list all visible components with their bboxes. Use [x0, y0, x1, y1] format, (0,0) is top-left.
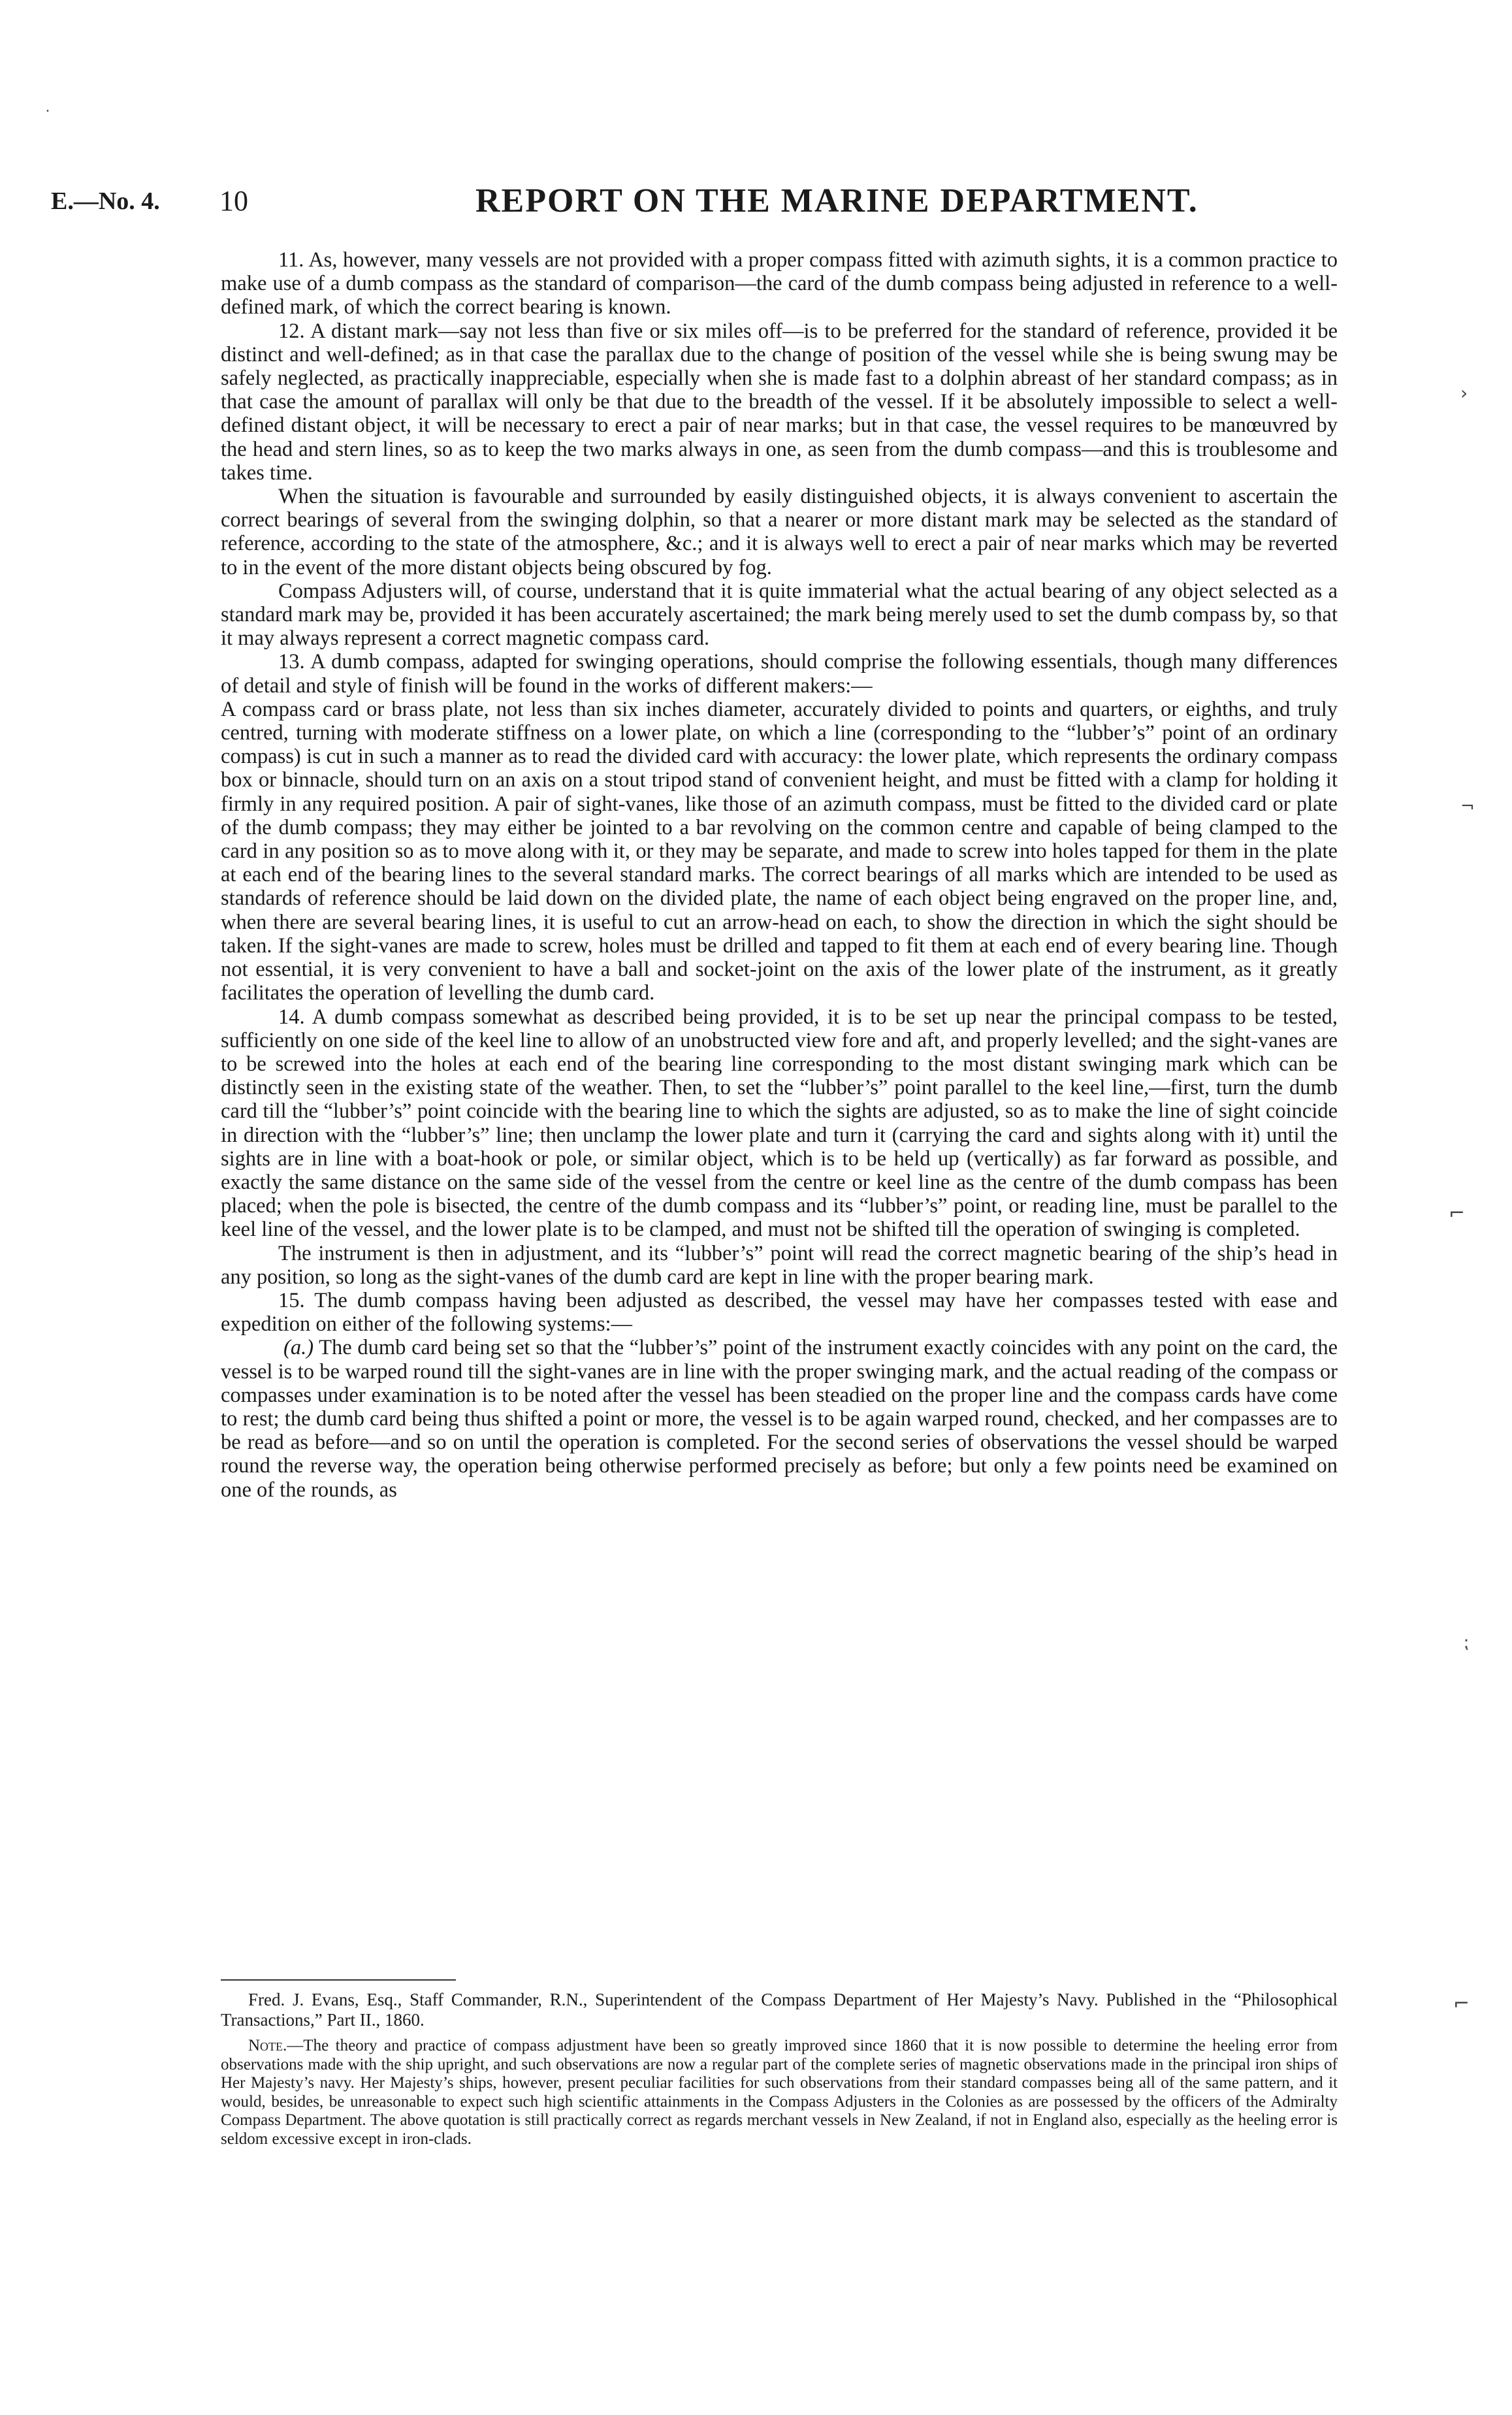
page-title: REPORT ON THE MARINE DEPARTMENT. [475, 182, 1198, 219]
footnote-source: Fred. J. Evans, Esq., Staff Commander, R.N., Superintendent of the Compass Department of Her Majesty’s Navy. Published in the “Philosophical Transactions,” Part II., 1860. [221, 1990, 1338, 2030]
scan-speck-mark: • [46, 108, 50, 115]
paragraph-14: 14. A dumb compass somewhat as described being provided, it is to be set up near the principal compass to be tested, sufficiently on one side of the keel line to allow of an unobstructed view fore and aft, and properly levelled; and the sight-vanes are to be screwed into the holes at each end of the bearing line corresponding to the most distant swinging mark which can be distinctly seen in the existing state of the weather. Then, to set the “lubber’s” point parallel to the keel line,—first, turn the dumb card till the “lubber’s” point coincide with the bearing line to which the sights are adjusted, so as to make the line of sight coincide in direction with the “lubber’s” line; then unclamp the lower plate and turn it (carrying the card and sights along with it) until the sights are in line with a boat-hook or pole, or similar object, which is to be held up (vertically) as far forward as possible, and exactly the same distance on the same side of the vessel from the centre or keel line as the centre of the dumb compass has been placed; when the pole is bisected, the centre of the dumb compass and its “lubber’s” point, or reading line, must be parallel to the keel line of the vessel, and the lower plate is to be clamped, and must not be shifted till the operation of swinging is completed. [221, 1005, 1338, 1242]
paragraph-11: 11. As, however, many vessels are not provided with a proper compass fitted with azimuth sights, it is a common practice to make use of a dumb compass as the standard of comparison—the card of the dumb compass being adjusted in reference to a well-defined mark, of which the correct bearing is known. [221, 248, 1338, 319]
paragraph-compass-card: A compass card or brass plate, not less than six inches diameter, accurately divided to points and quarters, or eighths, and truly centred, turning with moderate stiffness on a lower plate, on which a line (corresponding to the “lubber’s” point of an ordinary compass) is cut in such a manner as to read the divided card with accuracy: the lower plate, which represents the ordinary compass box or binnacle, should turn on an axis on a stout tripod stand of convenient height, and must be fitted with a clamp for holding it firmly in any required position. A pair of sight-vanes, like those of an azimuth compass, must be fitted to the divided card or plate of the dumb compass; they may either be jointed to a bar revolving on the common centre and capable of being clamped to the card in any position so as to move along with it, or they may be separate, and made to screw into holes tapped for them in the plate at each end of the bearing lines to the several standard marks. The correct bearings of all marks which are intended to be used as standards of reference should be laid down on the divided plate, the name of each object being engraved on the proper line, and, when there are several bearing lines, it is useful to cut an arrow-head on each, to show the direction in which the sight should be taken. If the sight-vanes are made to screw, holes must be drilled and tapped to fit them at each end of every bearing line. Though not essential, it is very convenient to have a ball and socket-joint on the axis of the lower plate of the instrument, as it greatly facilitates the operation of levelling the dumb card. [221, 697, 1338, 1005]
margin-mark: ⌐ [1449, 1202, 1466, 1225]
paragraph-12: 12. A distant mark—say not less than five or six miles off—is to be preferred for the standard of reference, provided it be distinct and well-defined; as in that case the parallax due to the change of position of the vessel while she is being swung may be safely neglected, as practically inappreciable, especially when she is made fast to a dolphin abreast of her standard compass; as in that case the amount of parallax will only be that due to the breadth of the vessel. If it be absolutely impossible to select a well-defined distant object, it will be necessary to erect a pair of near marks; but in that case, the vessel requires to be manœuvred by the head and stern lines, so as to keep the two marks always in one, as seen from the dumb compass—and this is troublesome and takes time. [221, 319, 1338, 485]
footnote-note [221, 2037, 1338, 2148]
margin-mark: › [1460, 382, 1468, 404]
list-marker: (a.) [283, 1336, 314, 1360]
paragraph-adjusters: Compass Adjusters will, of course, understand that it is quite immaterial what the actual bearing of any object selected as a standard mark may be, provided it has been accurately ascertained; the mark being merely used to set the dumb compass by, so that it may always represent a correct magnetic compass card. [221, 579, 1338, 651]
paragraph-13: 13. A dumb compass, adapted for swinging operations, should comprise the following essentials, though many differences of detail and style of finish will be found in the works of different makers:— [221, 650, 1338, 698]
document-reference: E.—No. 4. [51, 187, 160, 215]
paragraph-15: 15. The dumb compass having been adjusted as described, the vessel may have her compasses tested with ease and expedition on either of the following systems:— [221, 1288, 1338, 1337]
footnote-divider [221, 1979, 456, 1981]
page-number: 10 [219, 185, 248, 217]
margin-mark: ¬ [1460, 797, 1475, 817]
paragraph-15a [221, 1336, 1338, 1501]
note-label: Note. [248, 2037, 287, 2054]
paragraph-15a-text: The dumb card being set so that the “lubber’s” point of the instrument exactly coincides with any point on the card, the vessel is to be warped round till the sight-vanes are in line with the proper swinging mark, and the actual reading of the compass or compasses under examination is to be noted after the vessel has been steadied on the proper line and the compass cards have come to rest; the dumb card being thus shifted a point or more, the vessel is to be again warped round, checked, and her compasses are to be read as before—and so on until the operation is completed. For the second series of observations the vessel should be warped round the reverse way, the operation being otherwise performed precisely as before; but only a few points need be examined on one of the rounds, as [221, 1336, 1338, 1502]
margin-mark: ⁏ [1463, 1633, 1469, 1653]
margin-mark: ⌐ [1453, 1992, 1470, 2015]
page-header [51, 182, 1462, 227]
body-text [221, 248, 1338, 1502]
footnotes [221, 1990, 1338, 2148]
paragraph-situation: When the situation is favourable and surrounded by easily distinguished objects, it is always convenient to ascertain the correct bearings of several from the swinging dolphin, so that a nearer or more distant mark may be selected as the standard of reference, according to the state of the atmosphere, &c.; and it is always well to erect a pair of near marks which may be reverted to in the event of the more distant objects being obscured by fog. [221, 485, 1338, 579]
note-text: —The theory and practice of compass adjustment have been so greatly improved since 1860 that it is now possible to determine the heeling error from observations made with the ship upright, and such observations are now a regular part of the complete series of magnetic observations made in the principal iron ships of Her Majesty’s navy. Her Majesty’s ships, however, present peculiar facilities for such observations from their standard compasses being all of the same pattern, and it would, besides, be unreasonable to expect such high scientific attainments in the Compass Adjusters in the Colonies as are possessed by the officers of the Admiralty Compass Department. The above quotation is still practically correct as regards merchant vessels in New Zealand, if not in England also, especially as the heeling error is seldom excessive except in iron-clads. [221, 2037, 1338, 2148]
paragraph-adjustment: The instrument is then in adjustment, and its “lubber’s” point will read the correct magnetic bearing of the ship’s head in any position, so long as the sight-vanes of the dumb card are kept in line with the proper bearing mark. [221, 1241, 1338, 1289]
